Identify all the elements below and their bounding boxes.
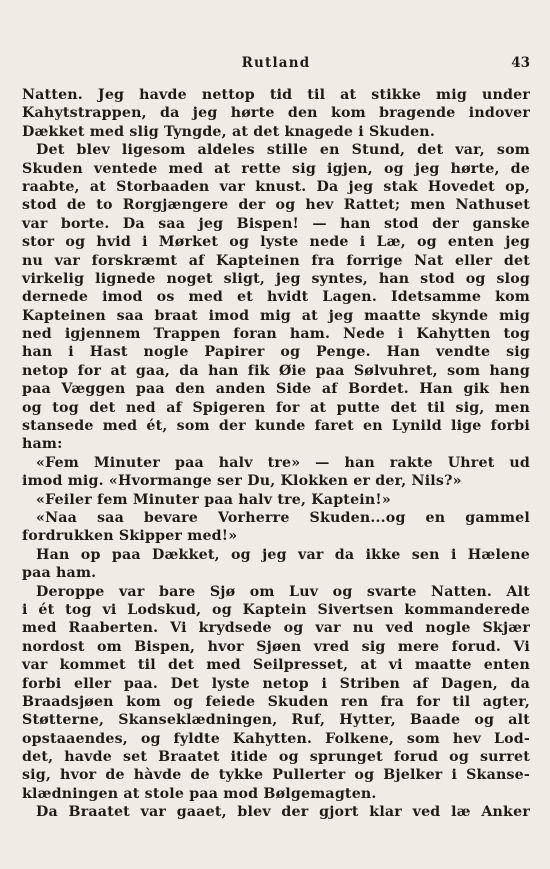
- text-line: imod mig. «Hvormange ser Du, Klokken er der, Nils?»: [22, 473, 462, 490]
- page-number: 43: [511, 55, 530, 71]
- text-line: stansede med ét, som der kunde faret en Lynild lige forbi: [22, 418, 530, 435]
- text-line: Skuden ventede med at rette sig igjen, og jeg hørte, de: [22, 160, 530, 177]
- text-line: klædningen at stole paa mod Bølgemagten.: [22, 785, 377, 802]
- text-line: ned igjennem Trappen foran ham. Nede i Kahytten tog: [22, 326, 530, 343]
- page-header: [22, 55, 530, 77]
- text-line: nu var forskræmt af Kapteinen fra forrige Nat eller det: [22, 252, 530, 269]
- text-line: ham:: [22, 436, 63, 453]
- text-line: stor og hvid i Mørket og lyste nede i Læ, og enten jeg: [22, 234, 530, 251]
- body-text: [22, 86, 530, 822]
- text-line: han i Hast nogle Papirer og Penge. Han vendte sig: [22, 344, 530, 361]
- text-line: Kapteinen saa braat imod mig at jeg maatte skynde mig: [22, 307, 530, 324]
- text-line: Støtterne, Skanseklædningen, Ruf, Hytter, Baade og alt: [22, 712, 530, 729]
- text-line: var borte. Da saa jeg Bispen! — han stod der ganske: [22, 215, 530, 232]
- text-line: opstaaendes, og fyldte Kahytten. Folkene, som hev Lod-: [22, 730, 530, 747]
- text-line: Braadsjøen kom og feiede Skuden ren fra for til agter,: [22, 693, 530, 710]
- text-line: med Raaberten. Vi krydsede og var nu ved nogle Skjær: [22, 620, 530, 637]
- text-line: sig, hvor de hàvde de tykke Pullerter og Bjelker i Skanse-: [22, 767, 530, 784]
- text-line: virkelig lignede noget sligt, jeg syntes, han stod og slog: [22, 270, 530, 287]
- text-line: fordrukken Skipper med!»: [22, 528, 238, 545]
- text-line: i ét tog vi Lodskud, og Kaptein Sivertsen kommanderede: [22, 601, 530, 618]
- text-line: Dækket med slig Tyngde, at det knagede i Skuden.: [22, 123, 435, 140]
- text-line: «Feiler fem Minuter paa halv tre, Kaptein!»: [36, 491, 391, 508]
- text-line: og tog det ned af Spigeren for at putte det til sig, men: [22, 399, 530, 416]
- text-line: stod de to Rorgjængere der og hev Rattet; men Nathuset: [22, 197, 530, 214]
- text-line: raabte, at Storbaaden var knust. Da jeg stak Hovedet op,: [22, 178, 530, 195]
- text-line: Kahytstrappen, da jeg hørte den kom bragende indover: [22, 105, 530, 122]
- text-line: var kommet til det med Seilpresset, at vi maatte enten: [22, 657, 530, 674]
- text-line: «Naa saa bevare Vorherre Skuden...og en gammel: [36, 509, 530, 526]
- running-title: Rutland: [241, 55, 311, 71]
- text-line: nordost om Bispen, hvor Sjøen vred sig mere forud. Vi: [22, 638, 530, 655]
- text-line: netop for at gaa, da han fik Øie paa Sølvuhret, som hang: [22, 362, 530, 379]
- text-line: Da Braatet var gaaet, blev der gjort klar ved læ Anker: [36, 804, 530, 821]
- text-line: paa ham.: [22, 565, 97, 582]
- text-line: Deroppe var bare Sjø om Luv og svarte Natten. Alt: [36, 583, 530, 600]
- text-line: Han op paa Dækket, og jeg var da ikke sen i Hælene: [36, 546, 530, 563]
- text-line: paa Væggen paa den anden Side af Bordet. Han gik hen: [22, 381, 530, 398]
- text-line: «Fem Minuter paa halv tre» — han rakte Uhret ud: [36, 454, 530, 471]
- text-line: forbi eller paa. Det lyste netop i Striben af Dagen, da: [22, 675, 530, 692]
- text-line: det, havde set Braatet itide og sprunget forud og surret: [22, 749, 530, 766]
- text-line: Natten. Jeg havde nettop tid til at stikke mig under: [22, 87, 530, 103]
- text-line: dernede imod os med et hvidt Lagen. Idetsamme kom: [22, 289, 530, 306]
- text-line: Det blev ligesom aldeles stille en Stund, det var, som: [36, 142, 530, 159]
